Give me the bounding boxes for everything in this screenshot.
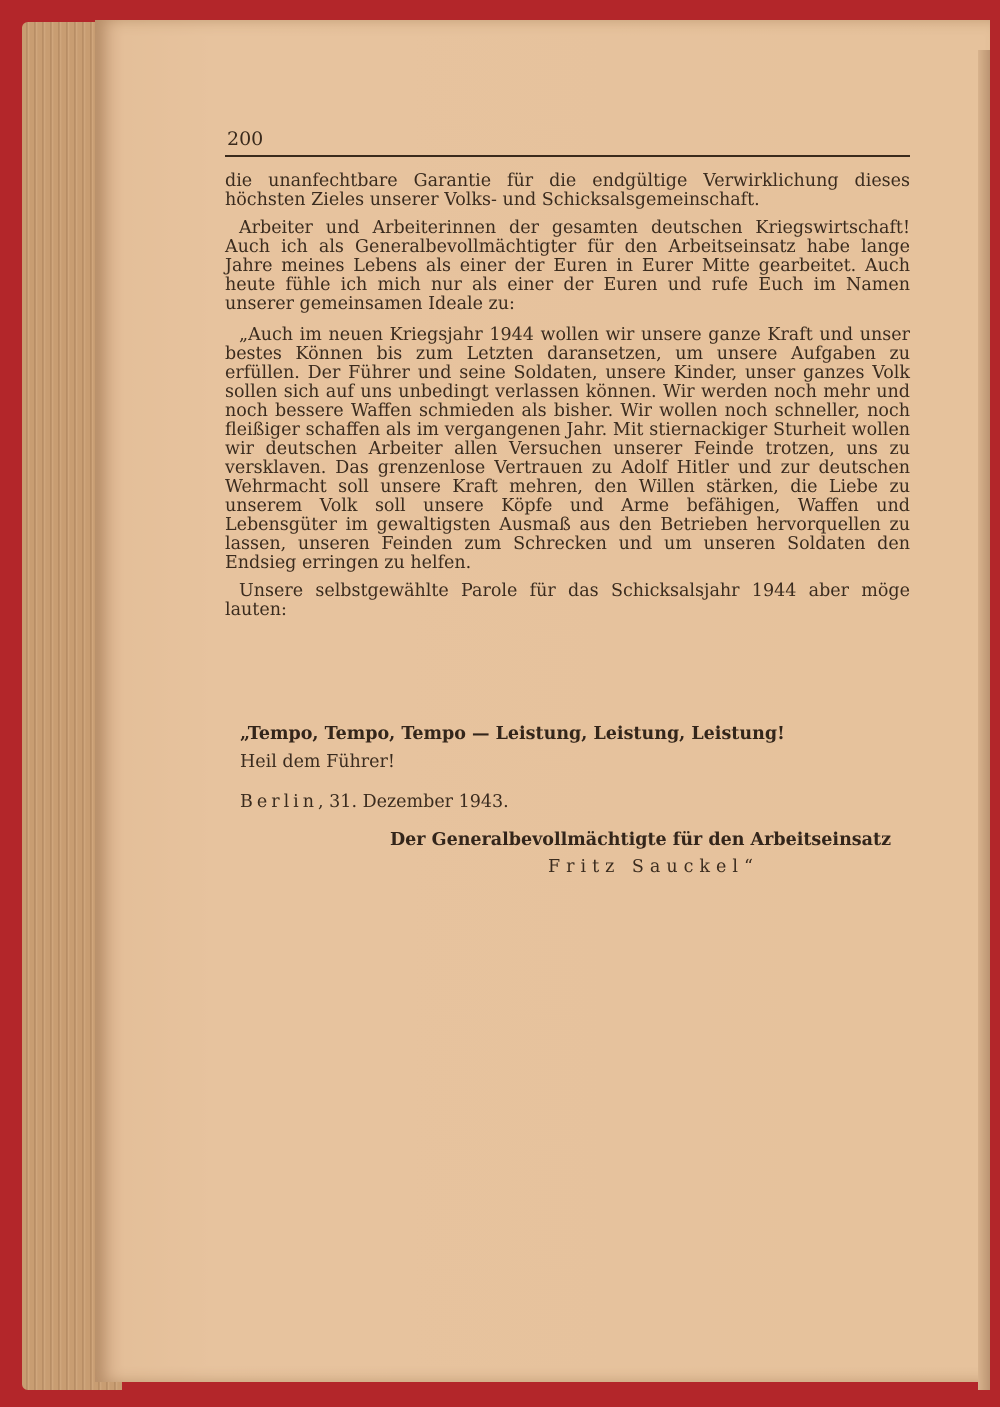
- date-line: [240, 792, 509, 812]
- signature-name: Fritz Sauckel“: [548, 857, 759, 877]
- page-number: 200: [227, 128, 264, 150]
- signature-title: Der Generalbevollmächtigte für den Arbeitseinsatz: [390, 830, 892, 850]
- paragraph-1: die unanfechtbare Garantie für die endgültige Verwirklichung dieses höchsten Zieles unserer Volks- und Schicksalsgemeinschaft.: [225, 171, 910, 210]
- header-rule: [225, 155, 910, 157]
- date-rest: , 31. Dezember 1943.: [318, 792, 509, 812]
- date-place: Berlin: [240, 792, 319, 812]
- slogan: „Tempo, Tempo, Tempo — Leistung, Leistung, Leistung!: [240, 724, 785, 744]
- paragraph-3-quote: „Auch im neuen Kriegsjahr 1944 wollen wir unsere ganze Kraft und unser bestes Können bis zum Letzten daransetzen, um unsere Aufgaben zu erfüllen. Der Führer und seine Soldaten, unsere Kinder, unser ganzes Volk sollen sich auf uns unbedingt verlassen können. Wir werden noch mehr und noch bessere Waffen schmieden als bisher. Wir wollen noch schneller, noch fleißiger schaffen als im vergangenen Jahr. Mit stiernackiger Sturheit wollen wir deutschen Arbeiter allen Versuchen unserer Feinde trotzen, uns zu versklaven. Das grenzenlose Vertrauen zu Adolf Hitler und zur deutschen Wehrmacht soll unsere Kraft mehren, den Willen stärken, die Liebe zu unserem Volk soll unsere Köpfe und Arme befähigen, Waffen und Lebensgüter im gewaltigsten Ausmaß aus den Betrieben hervorquellen zu lassen, unseren Feinden zum Schrecken und um unseren Soldaten den Endsieg erringen zu helfen.: [225, 325, 910, 573]
- body-text: [225, 172, 910, 620]
- paragraph-4: Unsere selbstgewählte Parole für das Schicksalsjahr 1944 aber möge lauten:: [225, 581, 910, 620]
- paragraph-2: Arbeiter und Arbeiterinnen der gesamten deutschen Kriegswirtschaft! Auch ich als Generalbevollmächtigter für den Arbeitseinsatz habe lange Jahre meines Lebens als einer der Euren in Eurer Mitte gearbeitet. Auch heute fühle ich mich nur als einer der Euren und rufe Euch im Namen unserer gemeinsamen Ideale zu:: [225, 218, 910, 314]
- page-right-edge: [978, 50, 990, 1390]
- greeting: Heil dem Führer!: [240, 752, 395, 772]
